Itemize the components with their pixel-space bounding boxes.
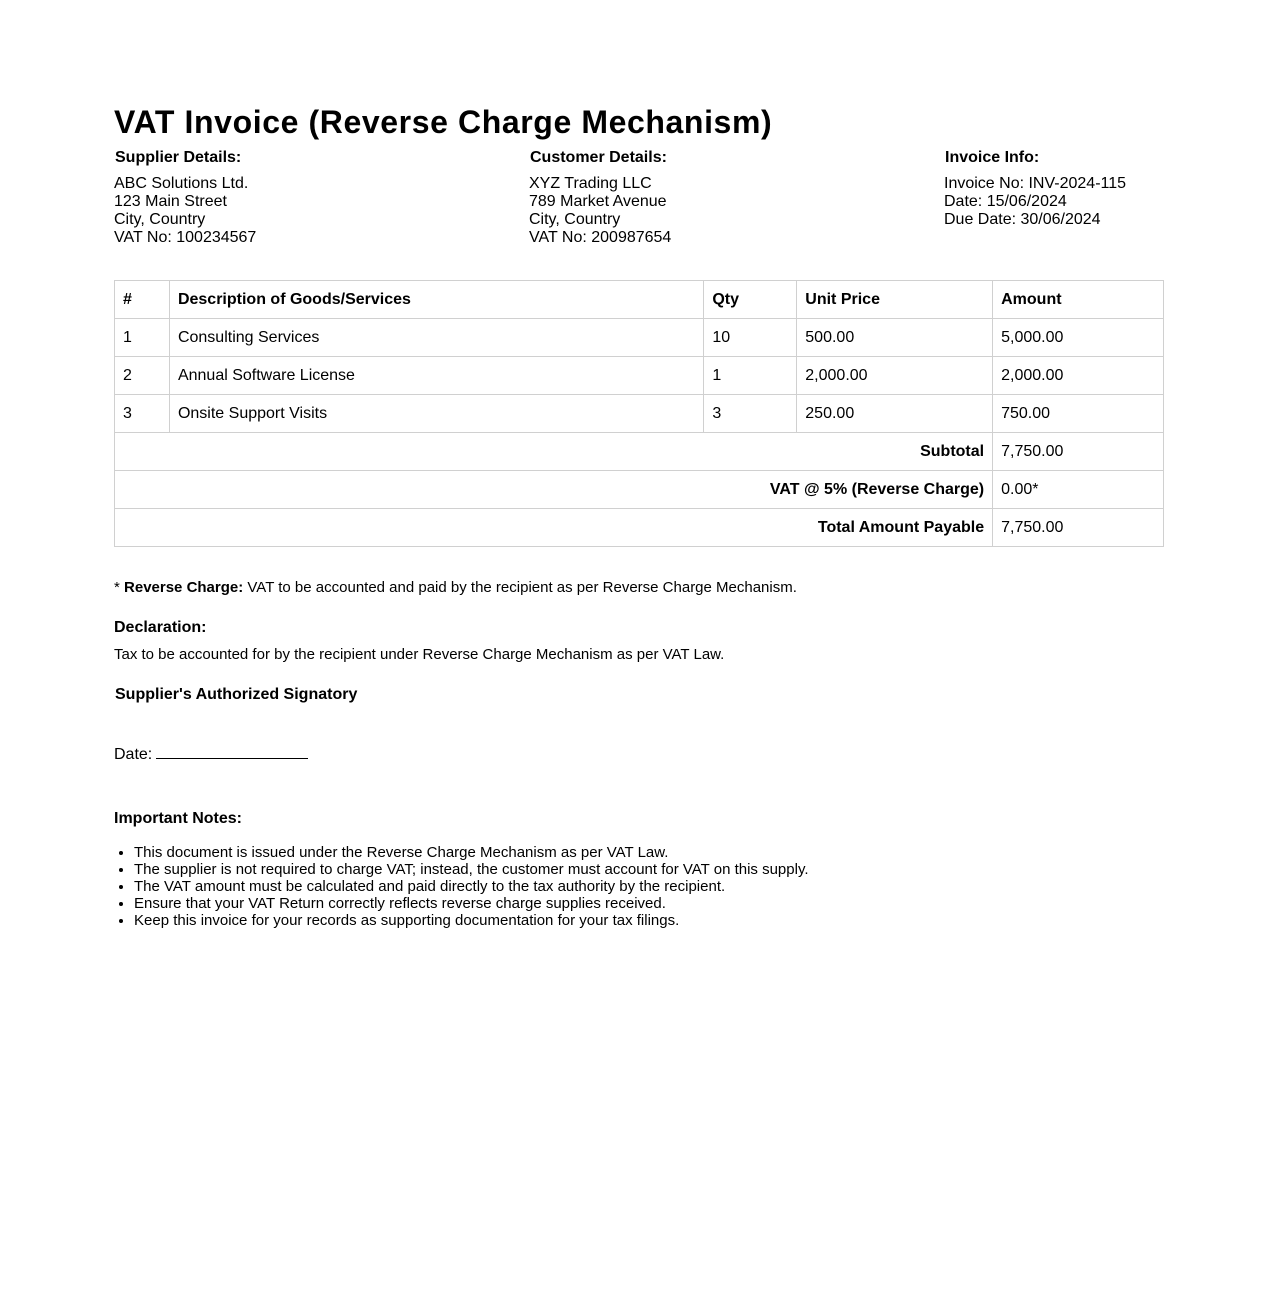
column-header-description: Description of Goods/Services — [169, 281, 703, 319]
row-unit-price: 500.00 — [797, 319, 993, 357]
row-amount: 750.00 — [993, 395, 1164, 433]
invoice-info — [944, 149, 1278, 229]
total-label: Total Amount Payable — [115, 509, 993, 547]
column-header-unit-price: Unit Price — [797, 281, 993, 319]
row-number: 1 — [115, 319, 170, 357]
row-number: 2 — [115, 357, 170, 395]
footnote-marker: * — [114, 579, 125, 596]
table-row — [115, 395, 1164, 433]
invoice-title: VAT Invoice (Reverse Charge Mechanism) — [114, 104, 773, 140]
invoice-info-heading: Invoice Info: — [945, 149, 1040, 166]
row-description: Onsite Support Visits — [169, 395, 703, 433]
column-header-amount: Amount — [993, 281, 1164, 319]
customer-name: XYZ Trading LLC — [529, 175, 652, 192]
row-description: Consulting Services — [169, 319, 703, 357]
subtotal-row — [115, 433, 1164, 471]
column-header-qty: Qty — [704, 281, 797, 319]
list-item: • The supplier is not required to charge VAT; instead, the customer must account for VAT on this supply. — [134, 861, 1134, 878]
authorized-signatory-label: Supplier's Authorized Signatory — [115, 686, 358, 703]
row-amount: 5,000.00 — [993, 319, 1164, 357]
reverse-charge-footnote — [114, 579, 797, 597]
important-notes-heading: Important Notes: — [114, 810, 242, 827]
declaration-heading: Declaration: — [114, 619, 207, 636]
important-notes-list — [114, 844, 1134, 929]
subtotal-value: 7,750.00 — [993, 433, 1164, 471]
customer-heading: Customer Details: — [530, 149, 667, 166]
row-amount: 2,000.00 — [993, 357, 1164, 395]
supplier-name: ABC Solutions Ltd. — [114, 175, 249, 192]
row-unit-price: 2,000.00 — [797, 357, 993, 395]
date-blank-line — [156, 744, 308, 759]
invoice-date: Date: 15/06/2024 — [944, 193, 1067, 210]
vat-label: VAT @ 5% (Reverse Charge) — [115, 471, 993, 509]
row-qty: 3 — [704, 395, 797, 433]
row-qty: 10 — [704, 319, 797, 357]
signature-date-line — [114, 744, 308, 764]
vat-row — [115, 471, 1164, 509]
total-row — [115, 509, 1164, 547]
total-value: 7,750.00 — [993, 509, 1164, 547]
supplier-details — [114, 149, 494, 247]
list-item: • Keep this invoice for your records as supporting documentation for your tax filings. — [134, 912, 1134, 929]
declaration-text: Tax to be accounted for by the recipient under Reverse Charge Mechanism as per VAT Law. — [114, 646, 725, 663]
row-unit-price: 250.00 — [797, 395, 993, 433]
table-row — [115, 319, 1164, 357]
customer-city: City, Country — [529, 211, 621, 228]
list-item: • Ensure that your VAT Return correctly reflects reverse charge supplies received. — [134, 895, 1134, 912]
vat-value: 0.00* — [993, 471, 1164, 509]
row-description: Annual Software License — [169, 357, 703, 395]
customer-details — [529, 149, 909, 247]
invoice-number: Invoice No: INV-2024-115 — [944, 175, 1127, 192]
customer-street: 789 Market Avenue — [529, 193, 667, 210]
footnote-text: VAT to be accounted and paid by the recipient as per Reverse Charge Mechanism. — [243, 579, 797, 596]
subtotal-label: Subtotal — [115, 433, 993, 471]
row-qty: 1 — [704, 357, 797, 395]
list-item: • This document is issued under the Reverse Charge Mechanism as per VAT Law. — [134, 844, 1134, 861]
column-header-number: # — [115, 281, 170, 319]
line-items-table — [114, 280, 1164, 547]
table-header-row — [115, 281, 1164, 319]
date-label: Date: — [114, 746, 153, 763]
customer-vat-no: VAT No: 200987654 — [529, 229, 672, 246]
party-details — [114, 149, 1164, 269]
row-number: 3 — [115, 395, 170, 433]
supplier-city: City, Country — [114, 211, 206, 228]
invoice-due-date: Due Date: 30/06/2024 — [944, 211, 1101, 228]
supplier-heading: Supplier Details: — [115, 149, 242, 166]
list-item: • The VAT amount must be calculated and paid directly to the tax authority by the recipient. — [134, 878, 1134, 895]
supplier-street: 123 Main Street — [114, 193, 227, 210]
invoice-page — [114, 103, 1164, 929]
table-row — [115, 357, 1164, 395]
footnote-label: Reverse Charge: — [124, 579, 244, 596]
supplier-vat-no: VAT No: 100234567 — [114, 229, 257, 246]
